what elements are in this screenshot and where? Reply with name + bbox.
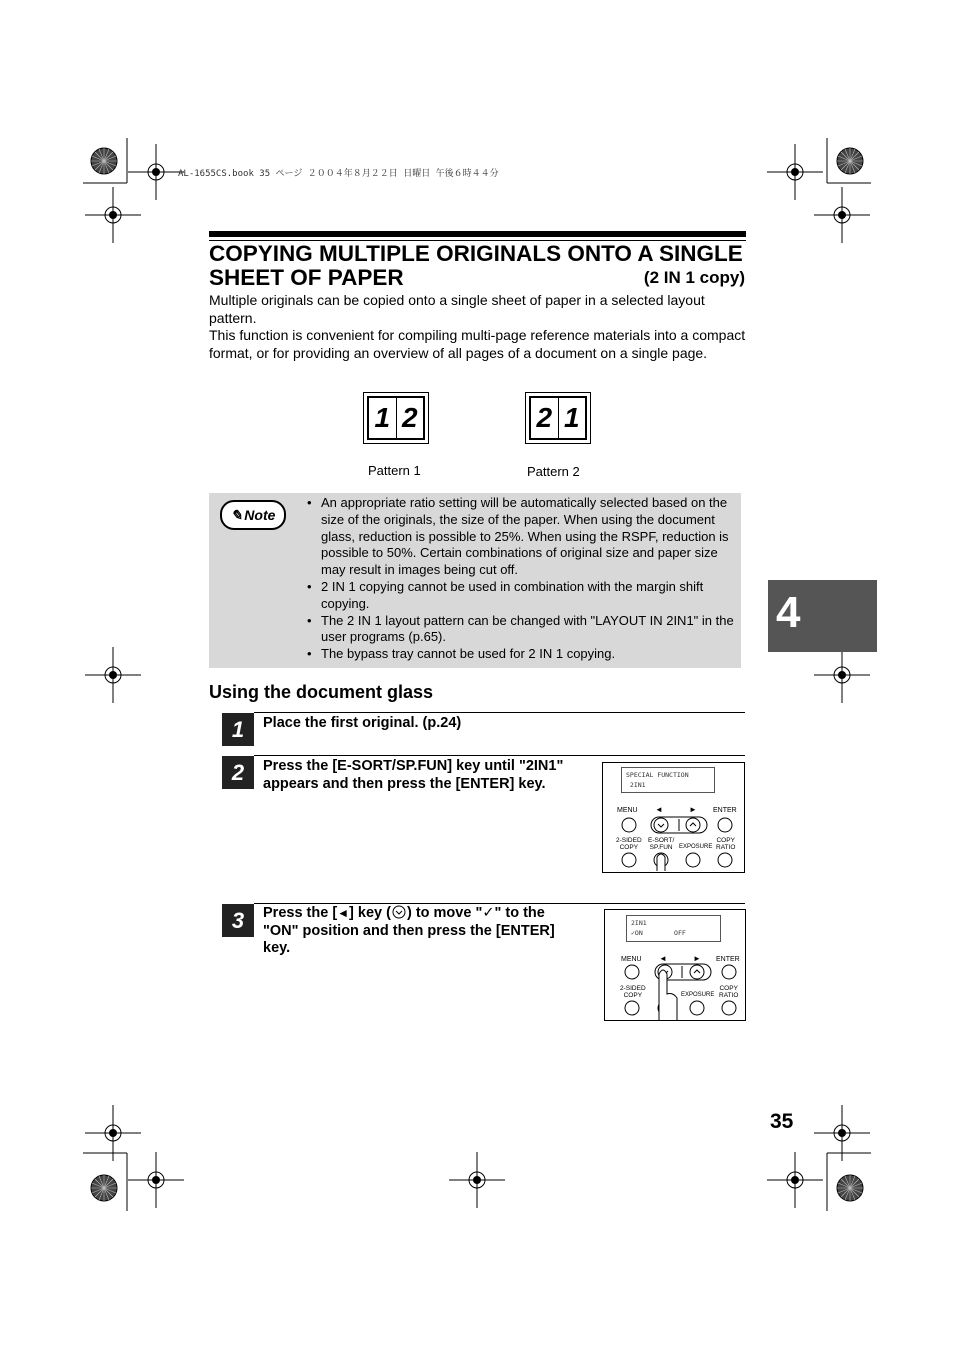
registration-mark-icon (767, 1152, 823, 1208)
step-text: Place the first original. (p.24) (263, 715, 462, 731)
registration-mark-icon (85, 187, 141, 243)
panel-keys (605, 910, 745, 1020)
menu-key (622, 818, 636, 832)
down-arrow-key-icon (658, 824, 664, 827)
lcd-line: ✓ON OFF (631, 929, 686, 937)
panel-label: MENU (621, 956, 642, 963)
right-arrow-key-icon: ► (689, 805, 697, 814)
control-panel-diagram (602, 762, 745, 873)
lcd-line: 2IN1 (626, 781, 646, 789)
title-rule (209, 231, 746, 237)
up-arrow-key-icon (694, 970, 700, 973)
panel-label-line: 2-SIDED (620, 985, 646, 992)
up-arrow-key-icon (690, 823, 696, 826)
note-item: • The bypass tray cannot be used for 2 IN 1 copying. (305, 646, 737, 663)
panel-keys (603, 763, 744, 872)
step-text (263, 905, 583, 958)
left-arrow-key-icon: ◄ (659, 954, 667, 963)
pattern-1-diagram (363, 392, 429, 444)
section-heading: Using the document glass (209, 682, 434, 702)
note-item: • An appropriate ratio setting will be automatically selected based on the size of the originals, the size of the paper. When using the document glass, reduction is possible to 25%. When using the RSPF, reduction is possible to 50%. Certain combinations of original size and paper size may result in images being cut off. (305, 495, 737, 579)
control-panel-diagram (604, 909, 746, 1021)
intro-paragraph: Multiple originals can be copied onto a single sheet of paper in a selected layout pattern. (209, 292, 705, 326)
registration-mark-icon (814, 187, 870, 243)
registration-mark-icon (449, 1152, 505, 1208)
step-text-part: Press the [ (263, 905, 338, 921)
finger-pointer-icon (659, 970, 677, 1020)
panel-label: ENTER (716, 956, 740, 963)
panel-label: ENTER (713, 807, 737, 814)
menu-key (625, 965, 639, 979)
panel-label (616, 837, 642, 851)
registration-mark-icon (128, 144, 184, 200)
registration-mark-icon (128, 1152, 184, 1208)
pattern-2-label: Pattern 2 (527, 464, 580, 479)
pattern-page-number: 2 (536, 402, 553, 433)
panel-label-line: COPY (719, 985, 738, 992)
panel-label-line: SP.FUN (649, 844, 673, 851)
panel-label: EXPOSURE (681, 992, 715, 998)
intro-paragraph: This function is convenient for compiling multi-page reference materials into a compact format, or for providing an overview of all pages of a document on a single page. (209, 327, 746, 361)
note-box (209, 493, 741, 668)
lcd-line: SPECIAL FUNCTION (626, 771, 689, 779)
pencil-icon: ✎ (230, 506, 243, 523)
intro-text (209, 292, 749, 362)
step-divider (254, 712, 745, 713)
panel-label-line: 2-SIDED (616, 837, 642, 844)
panel-label-line: RATIO (716, 844, 736, 851)
left-arrow-key-icon: ◄ (655, 805, 663, 814)
panel-label-line: E-SORT/ (648, 837, 675, 844)
panel-label (648, 837, 674, 851)
step-text-part: ) to move " (406, 905, 483, 921)
step-text-part: " to the "ON" position and then press the [ENTER] key. (263, 905, 555, 956)
step-number: 1 (222, 713, 254, 746)
pattern-page-number: 1 (374, 402, 391, 433)
panel-label (620, 985, 646, 999)
panel-label-line: COPY (716, 837, 735, 844)
step-number: 2 (222, 756, 254, 789)
panel-label-line: COPY (623, 992, 643, 999)
enter-key (722, 965, 736, 979)
registration-mark-icon (85, 647, 141, 703)
down-arrow-key-icon (391, 905, 407, 919)
registration-mark-icon (837, 148, 863, 174)
pattern-page-number: 1 (558, 398, 586, 438)
step-number: 3 (222, 904, 254, 937)
registration-mark-icon (91, 1175, 117, 1201)
print-header: AL-1655CS.book 35 ページ ２００４年８月２２日 日曜日 午後６時４４分 (178, 169, 499, 179)
chapter-tab (768, 580, 877, 652)
step-divider (254, 903, 745, 904)
note-list (305, 495, 737, 663)
step-divider (254, 755, 745, 756)
step-text: Press the [E-SORT/SP.FUN] key until "2IN1" appears and then press the [ENTER] key. (263, 758, 564, 792)
note-item: • 2 IN 1 copying cannot be used in combination with the margin shift copying. (305, 579, 737, 613)
pattern-1-label: Pattern 1 (368, 463, 421, 478)
panel-label: EXPOSURE (679, 844, 713, 850)
check-mark-icon: ✓ (482, 905, 495, 921)
note-badge-label: Note (244, 507, 276, 523)
registration-mark-icon (91, 148, 117, 174)
panel-label-line: RATIO (719, 992, 739, 999)
step-text-part: ] key ( (349, 905, 391, 921)
note-item: • The 2 IN 1 layout pattern can be changed with "LAYOUT IN 2IN1" in the user programs (p.65). (305, 613, 737, 647)
panel-label: MENU (617, 807, 638, 814)
page-number: 35 (770, 1110, 794, 1133)
registration-mark-icon (837, 1175, 863, 1201)
right-arrow-key-icon: ► (693, 954, 701, 963)
finger-pointer-icon (657, 854, 665, 871)
enter-key (718, 818, 732, 832)
note-badge (220, 500, 286, 530)
panel-label (716, 837, 735, 851)
page-subtitle: (2 IN 1 copy) (643, 268, 745, 287)
pattern-2-diagram (525, 392, 591, 444)
panel-label-line: COPY (619, 844, 639, 851)
page-title: COPYING MULTIPLE ORIGINALS ONTO A SINGLE SHEET OF PAPER (209, 241, 743, 290)
chapter-number: 4 (776, 588, 801, 637)
registration-mark-icon (767, 144, 823, 200)
panel-label (719, 985, 738, 999)
lcd-line: 2IN1 (631, 919, 647, 927)
registration-mark-icon (814, 647, 870, 703)
left-arrow-key-icon: ◄ (337, 906, 350, 920)
pattern-page-number: 2 (396, 398, 424, 438)
